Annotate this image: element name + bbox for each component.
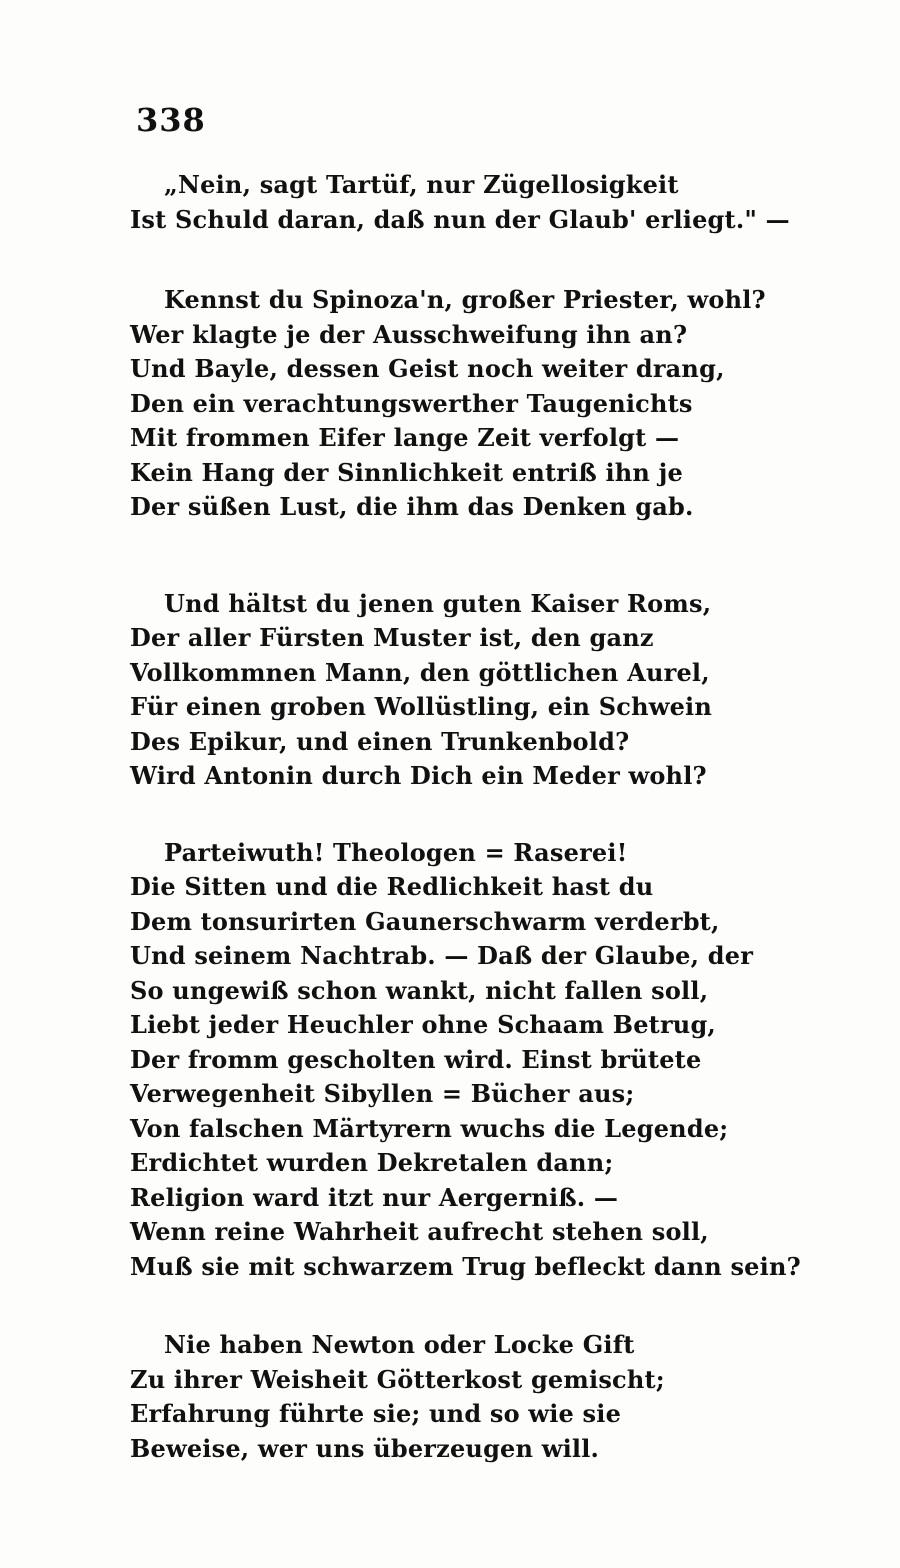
page-number: 338 <box>136 101 206 139</box>
poem-line: Nie haben Newton oder Locke Gift <box>164 1330 635 1359</box>
poem-line: Erfahrung führte sie; und so wie sie <box>130 1399 622 1428</box>
poem-line: Vollkommnen Mann, den göttlichen Aurel, <box>130 657 710 687</box>
poem-line: Des Epikur, und einen Trunkenbold? <box>130 726 630 756</box>
poem-line: Wird Antonin durch Dich ein Meder wohl? <box>130 761 707 790</box>
stanza-1 <box>130 168 830 237</box>
poem-line: Religion ward itzt nur Aergerniß. — <box>130 1182 619 1212</box>
poem-line: So ungewiß schon wankt, nicht fallen soll, <box>130 975 709 1005</box>
poem-line: Erdichtet wurden Dekretalen dann; <box>130 1148 614 1177</box>
poem-line: Die Sitten und die Redlichkeit hast du <box>130 872 654 901</box>
poem-line: Liebt jeder Heuchler ohne Schaam Betrug, <box>130 1010 716 1039</box>
poem-line: Wenn reine Wahrheit aufrecht stehen soll, <box>130 1217 709 1246</box>
poem-line: Muß sie mit schwarzem Trug befleckt dann sein? <box>130 1251 801 1281</box>
poem-text <box>130 168 830 1466</box>
poem-line: Und Bayle, dessen Geist noch weiter drang, <box>130 354 725 383</box>
poem-line: Verwegenheit Sibyllen = Bücher aus; <box>130 1079 635 1108</box>
poem-line: Beweise, wer uns überzeugen will. <box>130 1433 600 1463</box>
poem-line: „Nein, sagt Tartüf, nur Zügellosigkeit <box>164 170 679 199</box>
poem-line: Für einen groben Wollüstling, ein Schwein <box>130 692 713 721</box>
poem-line: Und seinem Nachtrab. — Daß der Glaube, der <box>130 941 754 970</box>
poem-line: Zu ihrer Weisheit Götterkost gemischt; <box>130 1364 665 1394</box>
poem-line: Der süßen Lust, die ihm das Denken gab. <box>130 492 694 521</box>
poem-line: Von falschen Märtyrern wuchs die Legende; <box>130 1113 729 1143</box>
stanza-2 <box>130 283 830 525</box>
poem-line: Den ein verachtungswerther Taugenichts <box>130 388 693 418</box>
poem-line: Der fromm gescholten wird. Einst brütete <box>130 1044 702 1074</box>
poem-line: Kein Hang der Sinnlichkeit entriß ihn je <box>130 457 683 487</box>
poem-line: Mit frommen Eifer lange Zeit verfolgt — <box>130 423 680 452</box>
poem-line: Parteiwuth! Theologen = Raserei! <box>164 837 628 867</box>
poem-line: Der aller Fürsten Muster ist, den ganz <box>130 623 654 652</box>
stanza-5 <box>130 1328 830 1466</box>
poem-line: Dem tonsurirten Gaunerschwarm verderbt, <box>130 906 720 936</box>
poem-line: Wer klagte je der Ausschweifung ihn an? <box>130 319 688 349</box>
stanza-3 <box>130 587 830 794</box>
stanza-4 <box>130 836 830 1285</box>
poem-line: Kennst du Spinoza'n, großer Priester, wohl? <box>164 285 766 314</box>
poem-line: Und hältst du jenen guten Kaiser Roms, <box>164 588 712 618</box>
poem-line: Ist Schuld daran, daß nun der Glaub' erliegt." — <box>130 204 790 234</box>
